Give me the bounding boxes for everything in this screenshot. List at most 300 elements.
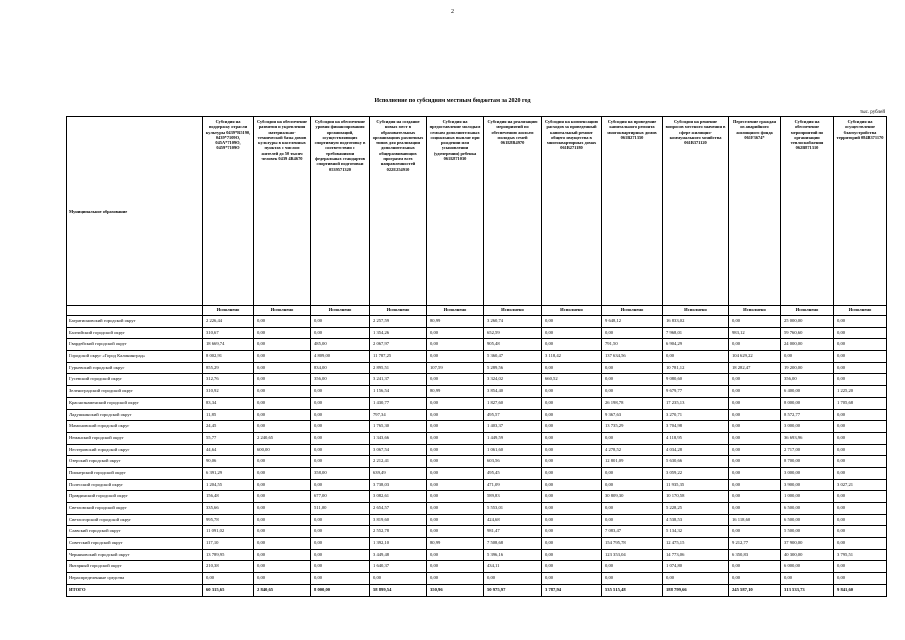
value-cell: 471,09 (484, 479, 542, 491)
value-cell: 9 080,60 (663, 374, 729, 386)
value-cell: 3 819,60 (370, 514, 427, 526)
value-cell: 1 705,68 (834, 397, 887, 409)
value-cell: 83,34 (203, 397, 254, 409)
value-cell: 313 533,73 (781, 584, 834, 596)
table-row (67, 491, 887, 503)
table-row (67, 561, 887, 573)
value-cell: 791,50 (602, 339, 663, 351)
subheader-cell: Исполнено (602, 306, 663, 316)
value-cell: 3 787,94 (542, 584, 602, 596)
column-header: Субсидия на решение вопросов местного значения в сфере жилищно-коммунального хозяйства 061В371120 (663, 117, 729, 306)
value-cell: 3 000,00 (781, 467, 834, 479)
value-cell: 0,00 (311, 538, 370, 550)
value-cell: 3 900,00 (781, 479, 834, 491)
value-cell: 0,00 (427, 549, 484, 561)
value-cell: 6 500,00 (781, 503, 834, 515)
value-cell: 0,00 (834, 467, 887, 479)
value-cell: 9 648,12 (602, 316, 663, 328)
municipality-name: Гурьевский городской округ (67, 362, 203, 374)
value-cell: 26 198,78 (602, 397, 663, 409)
value-cell: 6 000,00 (781, 561, 834, 573)
value-cell: 0,00 (729, 561, 781, 573)
value-cell: 0,00 (729, 479, 781, 491)
value-cell: 0,00 (542, 444, 602, 456)
municipality-name: Черняховский городской округ (67, 549, 203, 561)
value-cell: 40 300,00 (781, 549, 834, 561)
value-cell: 2 257,59 (370, 316, 427, 328)
value-cell: 36 693,96 (781, 432, 834, 444)
value-cell: 0,00 (254, 339, 311, 351)
column-header: Субсидия на проведение капитального ремонта многоквартирных домов 061В271350 (602, 117, 663, 306)
value-cell: 17 235,13 (663, 397, 729, 409)
value-cell: 55,77 (203, 432, 254, 444)
value-cell: 0,00 (602, 467, 663, 479)
value-cell: 1 449,59 (484, 432, 542, 444)
subheader-row (67, 306, 887, 316)
column-header: Субсидия на создание новых мест в образовательных организациях различных типов для реализации дополнительных общеразвивающих программ всех направленностей 022Е254910 (370, 117, 427, 306)
municipality-name: Советский городской округ (67, 538, 203, 550)
value-cell: 603,56 (484, 456, 542, 468)
value-cell: 9 212,77 (729, 538, 781, 550)
value-cell: 0,00 (542, 561, 602, 573)
page-number: 2 (451, 9, 454, 15)
value-cell: 855,29 (203, 362, 254, 374)
value-cell: 14 773,06 (663, 549, 729, 561)
value-cell: 0,00 (834, 351, 887, 363)
value-cell: 3 241,37 (370, 374, 427, 386)
value-cell: 9 679,77 (663, 386, 729, 398)
value-cell: 0,00 (729, 316, 781, 328)
value-cell: 0,00 (729, 397, 781, 409)
value-cell: 3 118,42 (542, 351, 602, 363)
value-cell: 0,00 (602, 573, 663, 585)
value-cell: 511,00 (311, 503, 370, 515)
value-cell: 0,00 (427, 397, 484, 409)
value-cell: 0,00 (834, 514, 887, 526)
value-cell: 18 282,47 (729, 362, 781, 374)
value-cell: 0,00 (602, 503, 663, 515)
table-row (67, 526, 887, 538)
subheader-cell: Исполнено (427, 306, 484, 316)
value-cell: 495,45 (484, 467, 542, 479)
value-cell: 5 630,66 (663, 456, 729, 468)
value-cell: 0,00 (663, 351, 729, 363)
value-cell: 1 225,20 (834, 386, 887, 398)
municipality-name: Краснознаменский городской округ (67, 397, 203, 409)
value-cell: 16 833,02 (663, 316, 729, 328)
value-cell: 0,00 (311, 561, 370, 573)
value-cell: 3 795,51 (834, 549, 887, 561)
value-cell: 0,00 (427, 432, 484, 444)
value-cell: 0,00 (254, 503, 311, 515)
value-cell: 6 904,29 (663, 339, 729, 351)
value-cell: 0,00 (781, 573, 834, 585)
value-cell: 2 552,78 (370, 526, 427, 538)
value-cell: 19 200,00 (781, 362, 834, 374)
value-cell: 8 700,00 (781, 456, 834, 468)
municipality-name: Нераспределенные средства (67, 573, 203, 585)
value-cell: 1 354,26 (370, 327, 427, 339)
value-cell: 589,83 (484, 491, 542, 503)
value-cell: 13 789,95 (203, 549, 254, 561)
municipality-name: Янтарный городской округ (67, 561, 203, 573)
value-cell: 0,00 (311, 409, 370, 421)
value-cell: 3 059,22 (663, 467, 729, 479)
subheader-cell: Исполнено (542, 306, 602, 316)
value-cell: 0,00 (311, 444, 370, 456)
value-cell: 0,00 (729, 386, 781, 398)
value-cell: 0,00 (542, 573, 602, 585)
column-header: Субсидия на поддержку отрасли культуры 0439*R5190, 0439*7109О, 045А*7109О, 0459*7109О (203, 117, 254, 306)
value-cell: 981,47 (484, 526, 542, 538)
value-cell: 983,12 (729, 327, 781, 339)
value-cell: 358,00 (311, 467, 370, 479)
value-cell: 0,00 (427, 573, 484, 585)
value-cell: 0,00 (427, 339, 484, 351)
value-cell: 156,48 (203, 491, 254, 503)
value-cell: 0,00 (542, 514, 602, 526)
value-cell: 5 228,25 (663, 503, 729, 515)
value-cell: 9 841,60 (834, 584, 887, 596)
value-cell: 0,00 (427, 409, 484, 421)
value-cell: 0,00 (729, 421, 781, 433)
municipality-name: Светловский городской округ (67, 503, 203, 515)
value-cell: 5 553,01 (484, 503, 542, 515)
value-cell: 834,00 (311, 362, 370, 374)
subheader-empty (67, 306, 203, 316)
value-cell: 1 827,60 (484, 397, 542, 409)
table-row (67, 397, 887, 409)
subheader-cell: Исполнено (729, 306, 781, 316)
value-cell: 3 449,48 (370, 549, 427, 561)
value-cell: 7 508,68 (484, 538, 542, 550)
value-cell: 0,00 (427, 351, 484, 363)
value-cell: 104 629,22 (729, 351, 781, 363)
municipality-name: Гусевский городской округ (67, 374, 203, 386)
table-row (67, 479, 887, 491)
value-cell: 0,00 (254, 479, 311, 491)
value-cell: 7 968,01 (663, 327, 729, 339)
value-cell: 0,00 (254, 351, 311, 363)
value-cell: 0,00 (542, 432, 602, 444)
municipality-name: Гвардейский городской округ (67, 339, 203, 351)
value-cell: 107,59 (427, 362, 484, 374)
value-cell: 0,00 (311, 316, 370, 328)
value-cell: 2 240,65 (254, 432, 311, 444)
value-cell: 9 367,63 (602, 409, 663, 421)
value-cell: 25 000,00 (781, 316, 834, 328)
municipality-name: Славский городской округ (67, 526, 203, 538)
value-cell: 995,78 (203, 514, 254, 526)
value-cell: 0,00 (254, 538, 311, 550)
value-cell: 0,00 (729, 573, 781, 585)
value-cell: 6 350,83 (729, 549, 781, 561)
value-cell: 0,00 (311, 397, 370, 409)
value-cell: 639,49 (370, 467, 427, 479)
value-cell: 5 396,16 (484, 549, 542, 561)
table-row (67, 503, 887, 515)
unit-label: тыс. рублей (860, 110, 885, 115)
value-cell: 0,00 (729, 444, 781, 456)
value-cell: 485,00 (311, 339, 370, 351)
value-cell: 7 083,47 (602, 526, 663, 538)
value-cell: 12 475,15 (663, 538, 729, 550)
value-cell: 6 500,00 (781, 514, 834, 526)
value-cell: 1 392,10 (370, 538, 427, 550)
value-cell: 0,00 (542, 456, 602, 468)
column-header: Субсидия на компенсацию расходов за проведенный капитальный ремонт общего имущества в многоквартирных домах 061В271180 (542, 117, 602, 306)
value-cell: 0,00 (427, 421, 484, 433)
value-cell: 60 315,65 (203, 584, 254, 596)
value-cell: 0,00 (542, 549, 602, 561)
value-cell: 0,00 (729, 409, 781, 421)
subheader-cell: Исполнено (834, 306, 887, 316)
value-cell: 210,38 (203, 561, 254, 573)
value-cell: 4 538,53 (663, 514, 729, 526)
value-cell: 3 854,40 (484, 386, 542, 398)
municipality-name: Багратионовский городской округ (67, 316, 203, 328)
value-cell: 0,00 (254, 561, 311, 573)
value-cell: 677,00 (311, 491, 370, 503)
value-cell: 0,00 (254, 374, 311, 386)
value-cell: 10 170,58 (663, 491, 729, 503)
value-cell: 0,00 (542, 467, 602, 479)
subheader-cell: Исполнено (311, 306, 370, 316)
table-row (67, 467, 887, 479)
value-cell: 1 074,80 (663, 561, 729, 573)
value-cell: 0,00 (427, 467, 484, 479)
value-cell: 356,00 (781, 374, 834, 386)
value-cell: 0,00 (311, 514, 370, 526)
value-cell: 310,67 (203, 327, 254, 339)
value-cell: 312,76 (203, 374, 254, 386)
value-cell: 0,00 (834, 316, 887, 328)
value-cell: 13 735,29 (602, 421, 663, 433)
value-cell: 80,99 (427, 316, 484, 328)
municipality-name: Пионерский городской округ (67, 467, 203, 479)
value-cell: 0,00 (254, 456, 311, 468)
value-cell: 0,00 (254, 549, 311, 561)
value-cell: 0,00 (427, 444, 484, 456)
value-cell: 0,00 (254, 573, 311, 585)
value-cell: 0,00 (484, 573, 542, 585)
table-row (67, 456, 887, 468)
municipality-name: Ладушкинский городской округ (67, 409, 203, 421)
subheader-cell: Исполнено (254, 306, 311, 316)
value-cell: 3 027,21 (834, 479, 887, 491)
value-cell: 0,00 (663, 573, 729, 585)
municipality-name: Нестеровский городской округ (67, 444, 203, 456)
value-cell: 0,00 (311, 327, 370, 339)
value-cell: 0,00 (311, 573, 370, 585)
value-cell: 0,00 (781, 351, 834, 363)
municipality-name: Правдинский городской округ (67, 491, 203, 503)
value-cell: 3 260,74 (484, 316, 542, 328)
value-cell: 0,00 (542, 409, 602, 421)
value-cell: 5 500,00 (781, 526, 834, 538)
subheader-cell: Исполнено (781, 306, 834, 316)
value-cell: 0,00 (834, 421, 887, 433)
value-cell: 59 760,60 (781, 327, 834, 339)
value-cell: 4 809,00 (311, 351, 370, 363)
value-cell: 310,92 (203, 386, 254, 398)
column-header: Субсидия на предоставление молодым семьям дополнительных социальных выплат при рождении или усыновлении (удочерении) ребенка 061Б871030 (427, 117, 484, 306)
table-row (67, 374, 887, 386)
value-cell: 1 000,00 (781, 491, 834, 503)
value-cell: 4 118,95 (663, 432, 729, 444)
value-cell: 0,00 (834, 432, 887, 444)
value-cell: 0,00 (311, 479, 370, 491)
value-cell: 0,00 (254, 362, 311, 374)
municipality-name: Озерский городской округ (67, 456, 203, 468)
value-cell: 0,00 (427, 526, 484, 538)
column-header: Переселение граждан из аварийного жилищного фонда 061F3674* (729, 117, 781, 306)
value-cell: 0,00 (602, 374, 663, 386)
value-cell: 188 799,66 (663, 584, 729, 596)
subheader-cell: Исполнено (203, 306, 254, 316)
value-cell: 3 270,71 (663, 409, 729, 421)
value-cell: 4 034,28 (663, 444, 729, 456)
value-cell: 11,85 (203, 409, 254, 421)
table-row (67, 386, 887, 398)
value-cell: 0,00 (427, 491, 484, 503)
value-cell: 535 515,48 (602, 584, 663, 596)
column-header: Субсидия на осуществление благоустройства территорий 084В371170 (834, 117, 887, 306)
value-cell: 0,00 (542, 526, 602, 538)
value-cell: 6 400,00 (781, 386, 834, 398)
value-cell: 12 801,09 (602, 456, 663, 468)
table-row (67, 549, 887, 561)
value-cell: 0,00 (834, 339, 887, 351)
table-row (67, 316, 887, 328)
value-cell: 0,00 (254, 409, 311, 421)
value-cell: 24 000,00 (781, 339, 834, 351)
value-cell: 5 134,32 (663, 526, 729, 538)
value-cell: 37 900,00 (781, 538, 834, 550)
value-cell: 434,11 (484, 561, 542, 573)
value-cell: 11 787,25 (370, 351, 427, 363)
value-cell: 137 634,56 (602, 351, 663, 363)
value-cell: 0,00 (311, 549, 370, 561)
value-cell: 0,00 (602, 514, 663, 526)
value-cell: 0,00 (834, 573, 887, 585)
value-cell: 1 343,66 (370, 432, 427, 444)
value-cell: 0,00 (542, 491, 602, 503)
table-row (67, 573, 887, 585)
column-header: Субсидия на обеспечение уровня финансирования организаций, осуществляющих спортивную подготовку в соответствии с требованиями федеральных стандартов спортивной подготовки 0539571320 (311, 117, 370, 306)
value-cell: 50 975,97 (484, 584, 542, 596)
value-cell: 8 000,00 (311, 584, 370, 596)
value-cell: 0,00 (542, 397, 602, 409)
column-header: Субсидия на реализацию мероприятий по обеспечению жильем молодых семей 061Б8R4970 (484, 117, 542, 306)
value-cell: 652,59 (484, 327, 542, 339)
value-cell: 0,00 (370, 573, 427, 585)
value-cell: 24,45 (203, 421, 254, 433)
value-cell: 0,00 (729, 339, 781, 351)
value-cell: 0,00 (602, 479, 663, 491)
value-cell: 11 935,35 (663, 479, 729, 491)
column-header: Субсидия на обеспечение мероприятий по организации теплоснабжения 062В871310 (781, 117, 834, 306)
value-cell: 16 118,60 (729, 514, 781, 526)
table-row (67, 362, 887, 374)
value-cell: 3 000,00 (781, 421, 834, 433)
value-cell: 18 669,74 (203, 339, 254, 351)
value-cell: 3 067,54 (370, 444, 427, 456)
value-cell: 0,00 (729, 456, 781, 468)
value-cell: 0,00 (311, 526, 370, 538)
value-cell: 8 002,91 (203, 351, 254, 363)
value-cell: 11 091,02 (203, 526, 254, 538)
value-cell: 0,00 (311, 432, 370, 444)
value-cell: 1 403,37 (484, 421, 542, 433)
value-cell: 1 765,30 (370, 421, 427, 433)
municipality-name: Неманский городской округ (67, 432, 203, 444)
value-cell: 58 899,54 (370, 584, 427, 596)
value-cell: 797,34 (370, 409, 427, 421)
value-cell: 0,00 (311, 456, 370, 468)
value-cell: 2 067,97 (370, 339, 427, 351)
value-cell: 2 717,00 (781, 444, 834, 456)
value-cell: 600,00 (254, 444, 311, 456)
value-cell: 0,00 (542, 362, 602, 374)
value-cell: 0,00 (602, 432, 663, 444)
table-row (67, 421, 887, 433)
value-cell: 0,00 (254, 316, 311, 328)
subsidy-table (66, 116, 887, 597)
value-cell: 0,00 (542, 339, 602, 351)
value-cell: 2 895,51 (370, 362, 427, 374)
value-cell: 495,57 (484, 409, 542, 421)
value-cell: 0,00 (542, 327, 602, 339)
table-row (67, 538, 887, 550)
value-cell: 0,00 (834, 327, 887, 339)
value-cell: 6 391,29 (203, 467, 254, 479)
value-cell: 0,00 (542, 421, 602, 433)
value-cell: 80,99 (427, 538, 484, 550)
value-cell: 0,00 (542, 386, 602, 398)
value-cell: 0,00 (203, 573, 254, 585)
value-cell: 90,06 (203, 456, 254, 468)
value-cell: 44,64 (203, 444, 254, 456)
value-cell: 0,00 (542, 479, 602, 491)
value-cell: 0,00 (542, 316, 602, 328)
value-cell: 335,66 (203, 503, 254, 515)
value-cell: 0,00 (729, 467, 781, 479)
value-cell: 1 061,60 (484, 444, 542, 456)
value-cell: 0,00 (834, 409, 887, 421)
value-cell: 80,99 (427, 386, 484, 398)
table-row (67, 327, 887, 339)
value-cell: 5 360,47 (484, 351, 542, 363)
value-cell: 1 204,55 (203, 479, 254, 491)
value-cell: 0,00 (427, 514, 484, 526)
municipality-column-header: Муниципальное образование (67, 117, 203, 306)
value-cell: 2 654,57 (370, 503, 427, 515)
table-row (67, 339, 887, 351)
value-cell: 0,00 (729, 491, 781, 503)
value-cell: 0,00 (427, 374, 484, 386)
table-row (67, 409, 887, 421)
municipality-name: Полесский городской округ (67, 479, 203, 491)
value-cell: 0,00 (427, 327, 484, 339)
value-cell: 0,00 (834, 374, 887, 386)
table-row (67, 444, 887, 456)
municipality-name: Светлогорский городской округ (67, 514, 203, 526)
municipality-name: Мамоновский городской округ (67, 421, 203, 433)
value-cell: 123 353,04 (602, 549, 663, 561)
value-cell: 1 156,54 (370, 386, 427, 398)
table-row (67, 514, 887, 526)
